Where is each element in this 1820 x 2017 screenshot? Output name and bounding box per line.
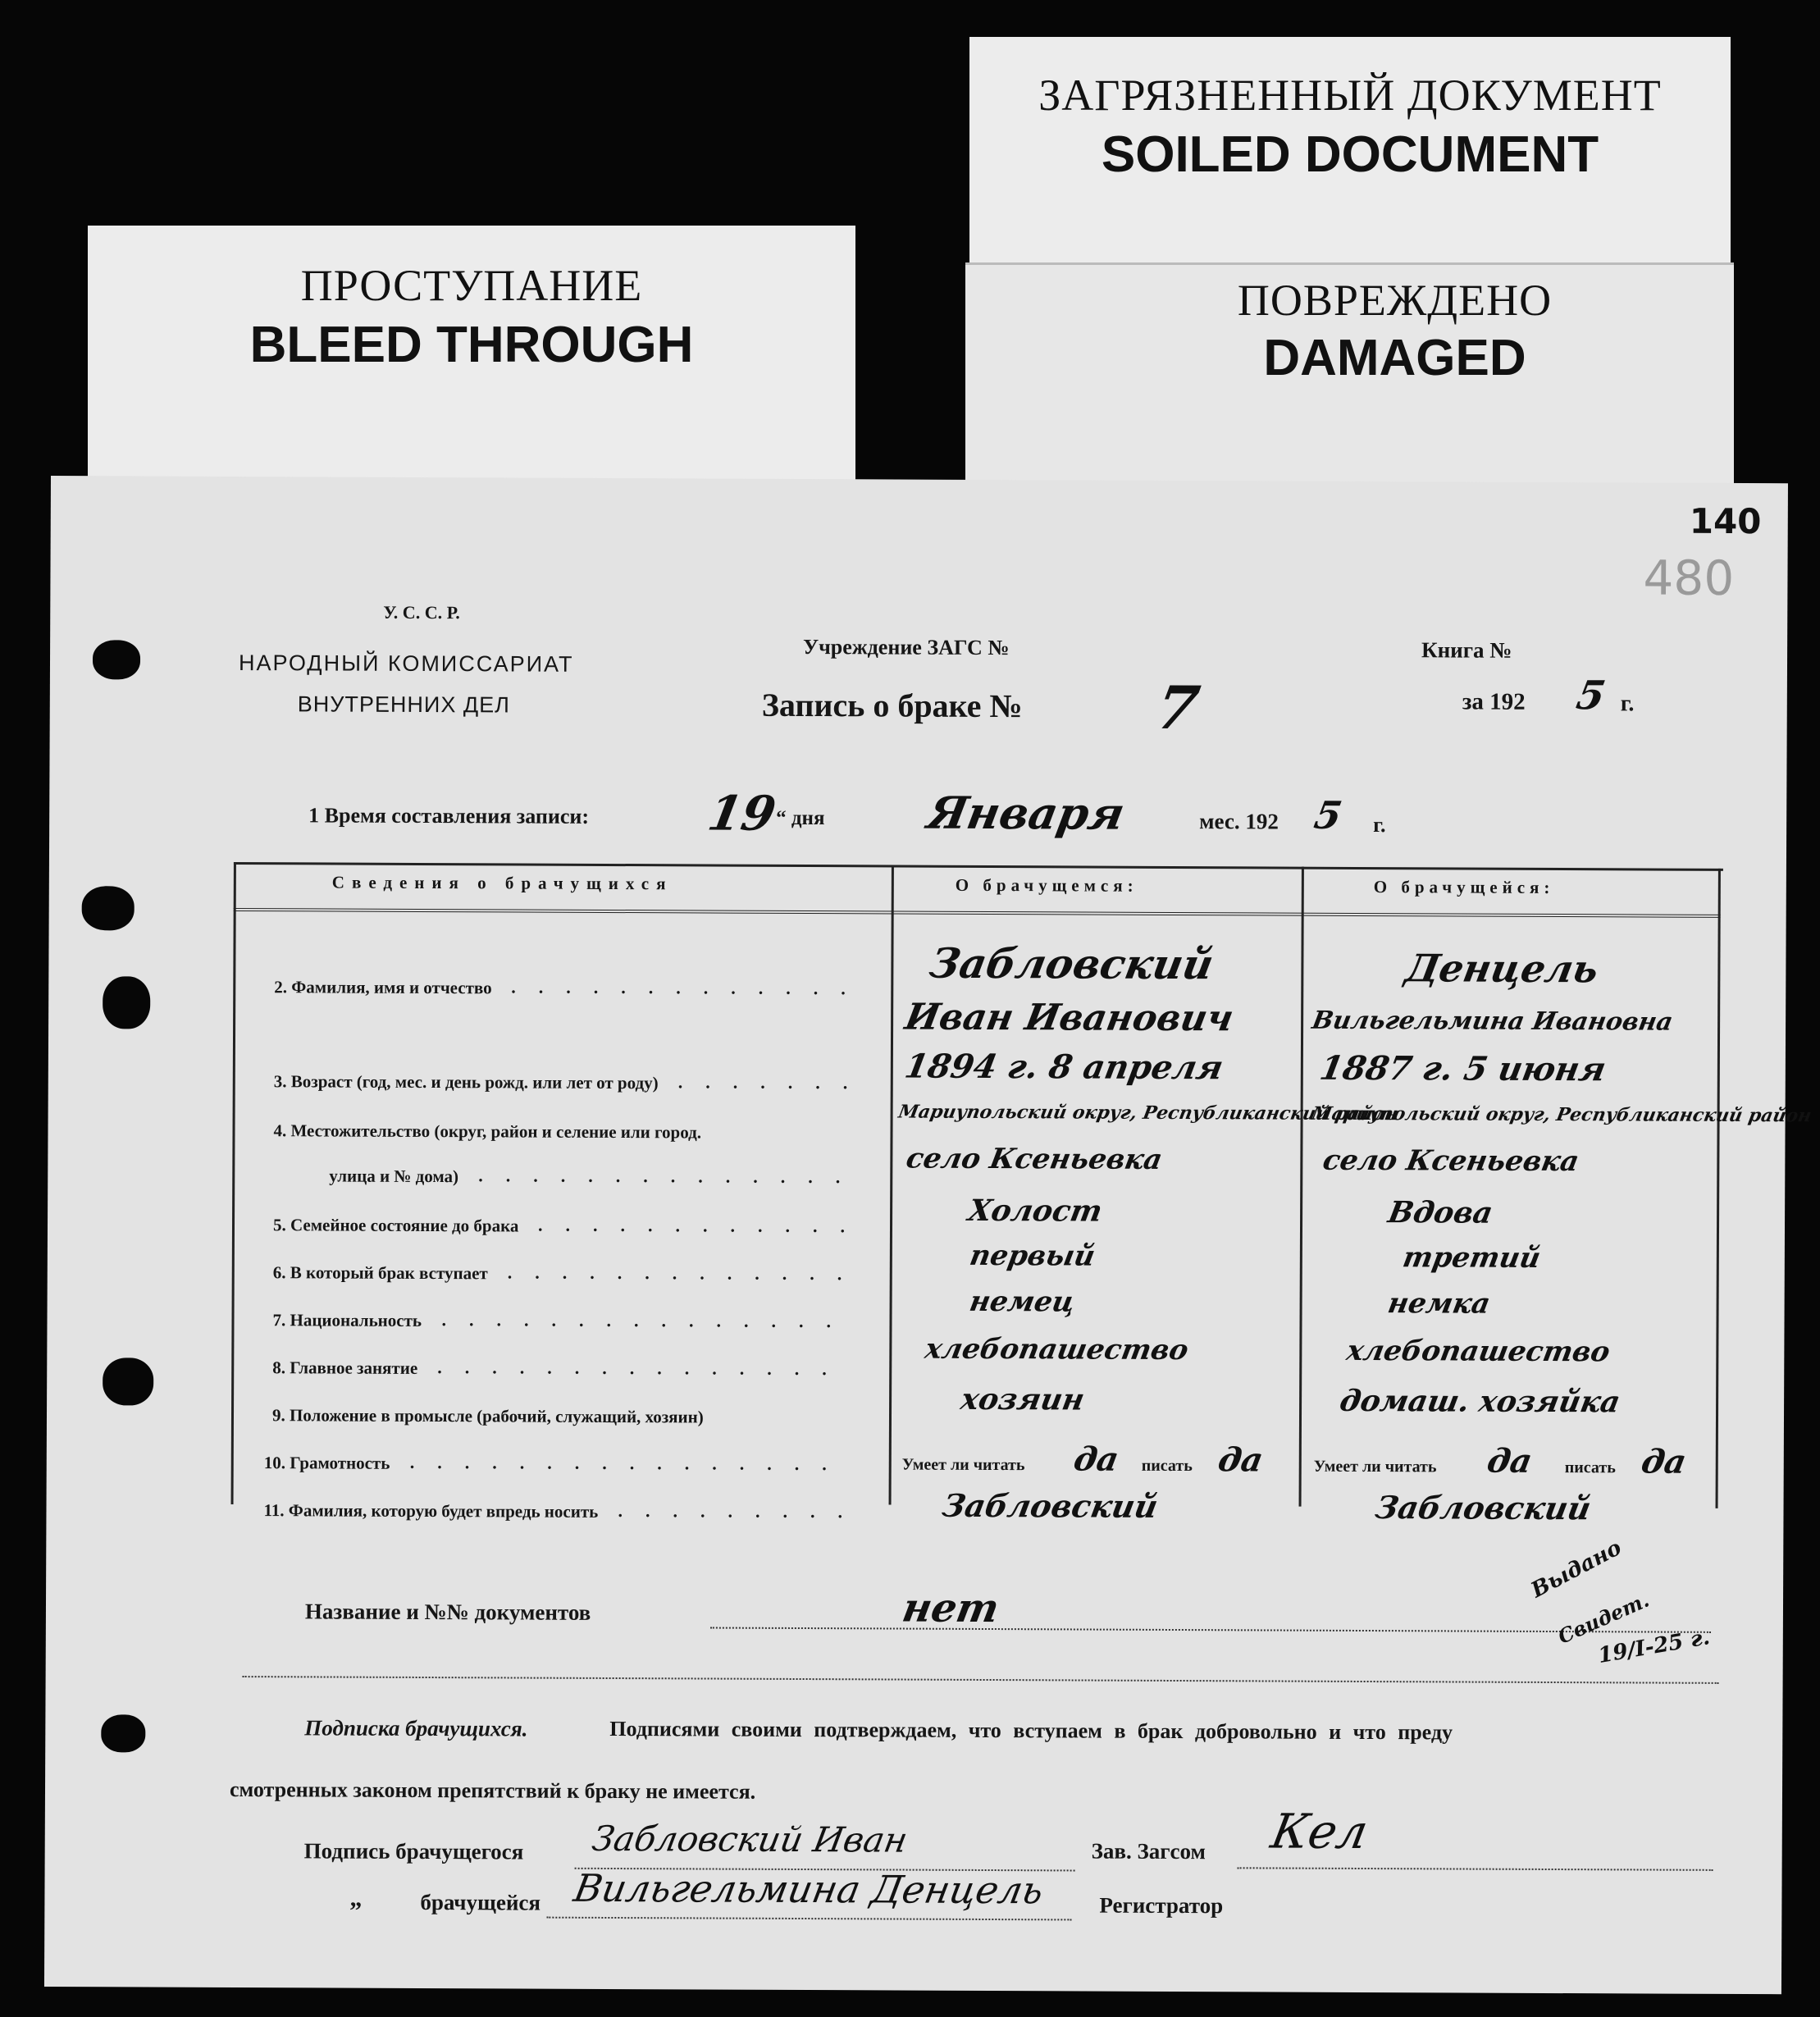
groom-nationality: немец [967, 1285, 1078, 1319]
row-label-age: 3. Возраст (год, мес. и день рожд. или лет от роду) [273, 1071, 659, 1093]
tag-text-en: SOILED DOCUMENT [1101, 126, 1599, 183]
punch-hole [103, 976, 150, 1029]
bleed-through-tag [88, 226, 855, 488]
bride-residence: Мариупольский округ, Республиканский район [1310, 1102, 1813, 1127]
bride-read-label: Умеет ли читать [1313, 1457, 1437, 1476]
quote-mark: „ [349, 1884, 363, 1912]
row-label-position: 9. Положение в промысле (рабочий, служащий, хозяин) [271, 1405, 704, 1427]
row-label-surname: 11. Фамилия, которую будет впредь носить [263, 1500, 599, 1522]
margin-note-line3: 19/I-25 г. [1596, 1625, 1712, 1668]
statement-lead: Подписка брачущихся. [304, 1715, 528, 1741]
groom-given-names: Иван Иванович [901, 996, 1237, 1040]
row-label-name: 2. Фамилия, имя и отчество [274, 977, 492, 998]
bride-write: да [1638, 1442, 1690, 1481]
year-suffix: г. [1620, 691, 1635, 717]
dotted-leader: ............... [441, 1309, 855, 1332]
row-label-marriage-count: 6. В который брак вступает [272, 1262, 488, 1284]
bride-age: 1887 г. 5 июня [1316, 1048, 1609, 1089]
time-mes: мес. 192 [1199, 809, 1279, 834]
table-header-groom: О брачущемся: [955, 874, 1138, 896]
bride-read: да [1484, 1441, 1535, 1481]
row-label-occupation: 8. Главное занятие [272, 1358, 418, 1378]
head-signature-line [1238, 1867, 1713, 1871]
punch-hole [101, 1714, 145, 1752]
archive-number: 480 [1643, 550, 1735, 606]
groom-future-surname: Забловский [939, 1486, 1161, 1525]
page-number: 140 [1689, 500, 1762, 542]
ussr-label: У. С. С. Р. [383, 601, 460, 623]
groom-marriage-count: первый [967, 1239, 1098, 1273]
dotted-leader: ................ [409, 1451, 850, 1475]
groom-occupation: хлебопашество [922, 1332, 1192, 1367]
dotted-leader: ............. [507, 1262, 865, 1285]
punch-hole [93, 640, 140, 679]
groom-age: 1894 г. 8 апреля [901, 1047, 1227, 1088]
tag-text-ru: ПОВРЕЖДЕНО [1237, 276, 1553, 325]
groom-surname: Забловский [926, 938, 1218, 989]
time-label: 1 Время составления записи: [308, 803, 590, 828]
margin-note-line1: Выдано [1527, 1535, 1626, 1604]
row-label-street: улица и № дома) [329, 1166, 459, 1187]
dotted-leader: ......... [618, 1500, 866, 1522]
institution-label: Учреждение ЗАГС № [803, 635, 1010, 660]
bride-marital: Вдова [1385, 1195, 1496, 1230]
groom-read-label: Умеет ли читать [901, 1455, 1025, 1475]
groom-signature-label: Подпись брачущегося [303, 1838, 524, 1864]
table-header-info: Сведения о брачущихся [331, 872, 673, 894]
tag-text-ru: ПРОСТУПАНИЕ [300, 261, 643, 310]
bride-occupation: хлебопашество [1343, 1334, 1613, 1369]
bride-given-names: Вильгельмина Ивановна [1309, 1006, 1676, 1037]
time-day-word: “ дня [776, 806, 825, 830]
head-signature: Кел [1266, 1803, 1373, 1860]
row-label-nationality: 7. Национальность [272, 1310, 422, 1330]
bride-surname: Денцель [1402, 946, 1603, 992]
book-label: Книга № [1421, 637, 1512, 663]
bride-future-surname: Забловский [1372, 1489, 1594, 1527]
time-month: Января [924, 786, 1129, 840]
record-number: 7 [1151, 672, 1205, 743]
groom-village: село Ксеньевка [903, 1142, 1165, 1176]
bride-signature: Вильгельмина Денцель [570, 1865, 1047, 1913]
bride-marriage-count: третий [1400, 1241, 1544, 1275]
row-label-literacy: 10. Грамотность [263, 1453, 390, 1473]
time-day: 19 [704, 785, 781, 842]
row-label-residence: 4. Местожительство (округ, район и селение или город. [273, 1120, 702, 1143]
statement-line1: Подписями своими подтверждаем, что вступаем в брак добровольно и что преду [609, 1716, 1453, 1745]
marriage-record-form [44, 476, 1813, 1994]
damaged-tag [965, 262, 1734, 488]
dotted-leader: .............. [478, 1165, 864, 1188]
documents-value: нет [898, 1585, 1003, 1632]
spouse-info-table [231, 862, 1813, 1527]
bride-write-label: писать [1564, 1458, 1616, 1477]
registrar-label: Регистратор [1099, 1892, 1224, 1919]
tag-text-en: DAMAGED [1263, 330, 1526, 386]
time-g: г. [1373, 813, 1386, 837]
margin-note-line2: Свидет. [1554, 1587, 1653, 1649]
bride-village: село Ксеньевка [1320, 1143, 1582, 1179]
internal-affairs-label: ВНУТРЕННИХ ДЕЛ [297, 691, 510, 718]
dotted-leader: ....... [677, 1071, 871, 1093]
groom-signature: Забловский Иван [589, 1818, 911, 1860]
dotted-leader: ............ [537, 1214, 869, 1237]
punch-hole [82, 886, 135, 930]
statement-line2: смотренных законом препятствий к браку не имеется. [229, 1777, 756, 1804]
section-divider [243, 1676, 1719, 1684]
row-label-marital: 5. Семейное состояние до брака [272, 1215, 519, 1236]
bride-nationality: немка [1384, 1287, 1494, 1321]
commissariat-label: НАРОДНЫЙ КОМИССАРИАТ [238, 650, 574, 677]
time-year-hand: 5 [1311, 792, 1346, 837]
bride-signature-label: брачущейся [420, 1889, 541, 1915]
table-header-bride: О брачущейся: [1373, 877, 1555, 898]
punch-hole [103, 1358, 153, 1405]
documents-label: Название и №№ документов [304, 1599, 591, 1625]
bride-position: домаш. хозяйка [1337, 1383, 1623, 1420]
head-signature-label: Зав. Загсом [1091, 1838, 1206, 1864]
groom-position: хозяин [958, 1381, 1088, 1417]
tag-text-ru: ЗАГРЯЗНЕННЫЙ ДОКУМЕНТ [1038, 71, 1662, 120]
groom-read: да [1070, 1440, 1122, 1479]
year-hand: 5 [1572, 673, 1609, 719]
tag-text-en: BLEED THROUGH [249, 317, 694, 373]
record-title: Запись о браке № [761, 686, 1023, 725]
bride-signature-line [546, 1917, 1071, 1921]
dotted-leader: ............. [511, 976, 869, 999]
dotted-leader: ............... [437, 1357, 850, 1380]
groom-residence: Мариупольский округ, Республиканский район [896, 1101, 1400, 1125]
year-prefix: за 192 [1462, 688, 1526, 715]
groom-marital: Холост [965, 1193, 1106, 1229]
groom-write-label: писать [1141, 1456, 1193, 1476]
groom-write: да [1215, 1440, 1266, 1480]
